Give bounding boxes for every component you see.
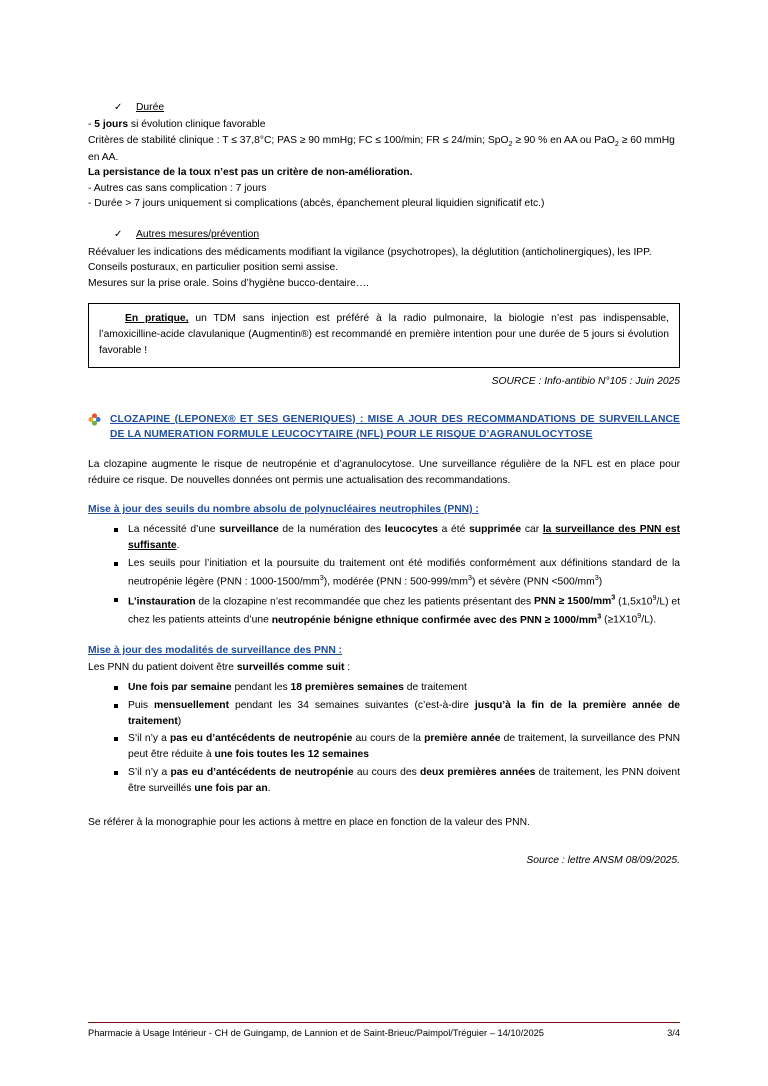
modalites-surveillance-list bbox=[88, 680, 680, 798]
subheading-modalites-surveillance: Mise à jour des modalités de surveillance des PNN : bbox=[88, 644, 343, 656]
en-pratique-text: un TDM sans injection est préféré à la radio pulmonaire, la biologie n’est pas indispensable, l’amoxicilline-acide clavulanique (Augmentin®) est recommandé en première intention pour une durée de 5 jours si évolution favorable ! bbox=[99, 313, 669, 357]
checkmark-icon: ✓ bbox=[114, 102, 123, 113]
page-footer bbox=[88, 1022, 680, 1038]
check-bullet-autres-mesures bbox=[88, 227, 680, 242]
seuils-pnn-list bbox=[88, 522, 680, 629]
clozapine-intro-paragraph: La clozapine augmente le risque de neutropénie et d’agranulocytose. Une surveillance régulière de la NFL est en place pour réduire ce risque. De nouvelles données ont permis une actualisation des recommandations. bbox=[88, 459, 680, 486]
footer-left-text: Pharmacie à Usage Intérieur - CH de Guingamp, de Lannion et de Saint-Brieuc/Paimpol/Tréguier – 14/10/2025 bbox=[88, 1028, 544, 1038]
section-heading-text: CLOZAPINE (LEPONEX® ET SES GENERIQUES) : MISE A JOUR DES RECOMMANDATIONS DE SURVEILLANCE DE LA NUMERATION FORMULE LEUCOCYTAIRE (NFL) POUR LE RISQUE D’AGRANULOCYTOSE bbox=[110, 413, 680, 441]
toux-bold-text: La persistance de la toux n’est pas un critère de non-amélioration. bbox=[88, 167, 413, 179]
autres-mesures-para-3: Mesures sur la prise orale. Soins d’hygiène bucco-dentaire…. bbox=[88, 277, 370, 289]
duree-line-2 bbox=[88, 133, 680, 165]
list-item: Une fois par semaine pendant les 18 premières semaines de traitement bbox=[88, 680, 680, 696]
autres-mesures-para-2: Conseils posturaux, en particulier position semi assise. bbox=[88, 262, 339, 274]
source-ansm: Source : lettre ANSM 08/09/2025. bbox=[526, 854, 680, 866]
list-item: L’instauration de la clozapine n’est recommandée que chez les patients présentant des PNN ≥ $1500/mm^3$ $(1,5x10^9/L)$ et chez les patients atteints d’une neutropénie bénigne ethnique confirmée avec des PNN ≥ $1000/mm^3$ $(\ge 1X10^9/L)$. bbox=[88, 592, 680, 629]
autres-mesures-para-1: Réévaluer les indications des médicaments modifiant la vigilance (psychotropes), la déglutition (anticholinergiques), les IPP. bbox=[88, 246, 652, 258]
footer-divider bbox=[88, 1022, 680, 1023]
duree-line-1-rest: si évolution clinique favorable bbox=[128, 119, 266, 131]
modalites-lead-text: Les PNN du patient doivent être surveillés comme suit : bbox=[88, 662, 351, 674]
duree-line-1-bold: 5 jours bbox=[94, 119, 129, 131]
duree-line-1: - 5 jours si évolution clinique favorable bbox=[88, 119, 266, 131]
check-bullet-autres-label: Autres mesures/prévention bbox=[136, 229, 260, 241]
criteres-stabilite-text: Critères de stabilité clinique : T ≤ 37,8°C; PAS ≥ 90 mmHg; FC ≤ 100/min; FR ≤ 24/min; SpO$_2$ ≥ 90 % en AA ou PaO$_2$ ≥ 60 mmHg en AA. bbox=[88, 134, 675, 163]
en-pratique-box bbox=[88, 303, 680, 368]
section-heading-clozapine bbox=[88, 412, 680, 444]
flower-bullet-icon bbox=[88, 412, 110, 431]
document-body bbox=[88, 100, 680, 868]
list-item: S’il n’y a pas eu d’antécédents de neutropénie au cours de la première année de traitement, la surveillance des PNN peut être réduite à une fois toutes les 12 semaines bbox=[88, 731, 680, 763]
clozapine-closing-paragraph: Se référer à la monographie pour les actions à mettre en place en fonction de la valeur des PNN. bbox=[88, 817, 530, 829]
duree-line-5: - Durée > 7 jours uniquement si complications (abcès, épanchement pleural liquidien significatif etc.) bbox=[88, 198, 545, 210]
footer-page-number: 3/4 bbox=[667, 1028, 680, 1038]
en-pratique-label: En pratique, bbox=[125, 313, 189, 325]
subheading-seuils-pnn: Mise à jour des seuils du nombre absolu de polynucléaires neutrophiles (PNN) : bbox=[88, 504, 479, 516]
duree-line-4: - Autres cas sans complication : 7 jours bbox=[88, 182, 267, 194]
check-bullet-duree bbox=[88, 100, 680, 115]
source-info-antibio: SOURCE : Info-antibio N°105 : Juin 2025 bbox=[491, 376, 680, 388]
list-item: La nécessité d’une surveillance de la numération des leucocytes a été supprimée car la surveillance des PNN est suffisante. bbox=[88, 522, 680, 554]
list-item: Puis mensuellement pendant les 34 semaines suivantes (c’est-à-dire jusqu’à la fin de la première année de traitement) bbox=[88, 698, 680, 730]
checkmark-icon: ✓ bbox=[114, 229, 123, 241]
check-bullet-duree-label: Durée bbox=[136, 102, 165, 113]
list-item: S’il n’y a pas eu d’antécédents de neutropénie au cours des deux premières années de traitement, les PNN doivent être surveillés une fois par an. bbox=[88, 765, 680, 797]
list-item: Les seuils pour l’initiation et la poursuite du traitement ont été modifiés conformément aux définitions standard de la neutropénie légère (PNN : $1000-1500/mm^3$), modérée (PNN : $500-999/mm^3$) et sévère $(PNN <500/mm^3)$ bbox=[88, 556, 680, 590]
duree-line-3 bbox=[88, 165, 680, 180]
